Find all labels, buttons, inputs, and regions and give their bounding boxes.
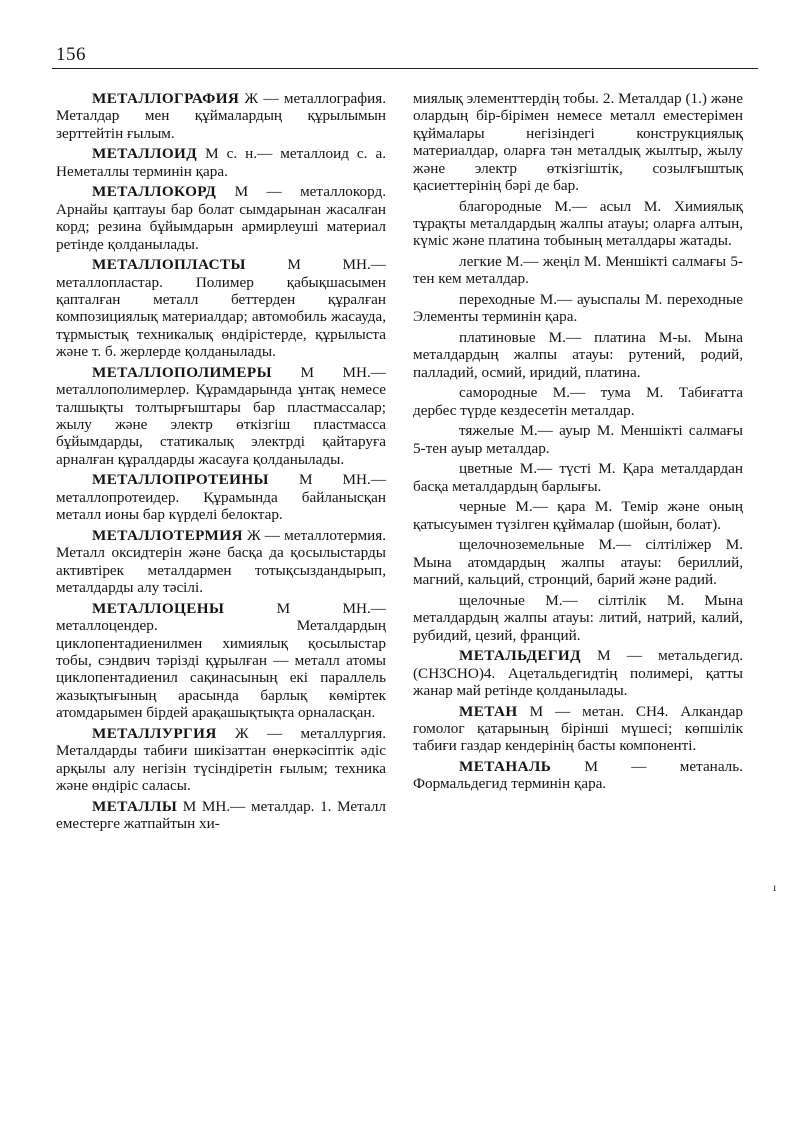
dictionary-entry [56,798,386,833]
sub-entry [413,291,743,326]
entry-definition: М — метаналь. Формальдегид терминін қара. [413,758,743,793]
entry-definition: М с. н.— металлоид с. а. Неметаллы терминін қара. [56,145,386,180]
entry-definition: щелочные М.— сілтілік М. Мына металдардың жалпы атауы: литий, натрий, калий, рубидий, цезий, франций. [413,591,743,644]
dictionary-entry [413,647,743,699]
entry-definition: М МН.— металлопластар. Полимер қабықшасымен қапталған металл беттерден құралған композициялық материалдар; автомобиль жасауда, тұрмыстық техникалық өндірістерде, құрылыста және т. б. жерлерде қолданылады. [56,256,386,361]
entry-headword: МЕТАЛЛОКОРД [92,183,217,201]
entry-definition: М — метальдегид. (CH3CHO)4. Ацетальдегидтің полимері, қатты жанар май ретінде қолданылады. [413,647,743,700]
entry-definition: Ж — металлография. Металдар мен құймалардың құрылымын зерттейтін ғылым. [56,90,386,142]
entry-continuation [413,90,743,194]
entry-definition: М МН.— металлоцендер. Металдардың циклопентадиенилмен химиялық қосылыстар тобы, сэндвич тәрізді құрылған — металл атомы циклопентадиенил сақинасының екі параллель жазықтығының арасында барлық көміртек атомдарымен бірдей арақашықтықта орналасқан. [56,599,386,722]
header-rule [52,68,758,69]
dictionary-entry [413,758,743,793]
entry-headword: МЕТАЛЬДЕГИД [459,647,581,665]
entry-definition: легкие М.— жеңіл М. Меншікті салмағы 5-тен кем металдар. [413,253,743,288]
dictionary-entry [413,703,743,755]
entry-headword: МЕТАЛЛЫ [92,797,178,815]
sub-entry [413,422,743,457]
entry-definition: М — металлокорд. Арнайы қаптауы бар болат сымдарынан жасалған корд; резина бұйымдарын армирлеуші материал ретінде қолданылады. [56,183,386,253]
dictionary-entry [56,183,386,253]
sub-entry [413,384,743,419]
entry-definition: щелочноземельные М.— сілтіліжер М. Мына атомдардың жалпы атауы: бериллий, магний, кальций, стронций, барий және радий. [413,536,743,589]
entry-definition: М МН.— металлопротеидер. Құрамында байланысқан металл ионы бар күрделі белоктар. [56,471,386,524]
entry-headword: МЕТАЛЛОПОЛИМЕРЫ [92,363,272,381]
entry-headword: МЕТАЛЛУРГИЯ [92,724,217,742]
sub-entry [413,460,743,495]
entry-definition: М МН.— металлополимерлер. Құрамдарында ұнтақ немесе талшықты толтырғыштары бар пластмассалар; жылу және электр өткізгіш пластмасса бұйымдарды, статикалық электрді қайтаруға арналған құралдарды жасауға қолданылады. [56,363,386,468]
dictionary-entry [56,527,386,597]
sub-entry [413,329,743,381]
entry-definition: Ж — металлургия. Металдарды табиғи шикізаттан өнеркәсіптік әдіс арқылы алу негізін түсіндіретін ғылым; техника және өндіріс саласы. [56,724,386,794]
dictionary-entry [56,90,386,142]
entry-headword: МЕТАЛЛОПРОТЕИНЫ [92,471,269,489]
right-column [413,90,743,796]
entry-definition: М МН.— металдар. 1. Металл еместерге жатпайтын хи- [56,797,386,832]
dictionary-entry [56,145,386,180]
sub-entry [413,498,743,533]
entry-definition: М — метан. CH4. Алкандар гомолог қатарының бірінші мүшесі; көпшілік табиғи газдар кендерінің басты компоненті. [413,702,743,755]
margin-mark: ı [773,880,777,894]
entry-definition: цветные М.— түсті М. Қара металдардан басқа металдардың барлығы. [413,460,743,495]
page-number: 156 [56,44,86,65]
dictionary-entry [56,725,386,795]
entry-definition: самородные М.— тума М. Табиғатта дербес түрде кездесетін металдар. [413,384,743,419]
entry-definition: благородные М.— асыл М. Химиялық тұрақты металдардың жалпы атауы; оларға алтын, күміс және платина тобының металдары жатады. [413,197,743,250]
dictionary-entry [56,471,386,523]
entry-definition: платиновые М.— платина М-ы. Мына металдардың жалпы атауы: рутений, родий, палладий, осмий, иридий, платина. [413,329,743,381]
sub-entry [413,253,743,288]
entry-headword: МЕТАН [459,702,518,720]
dictionary-entry [56,364,386,468]
entry-headword: МЕТАЛЛОЦЕНЫ [92,599,225,617]
sub-entry [413,536,743,588]
entry-definition: миялық элементтердің тобы. 2. Металдар (1.) және олардың бір-бірімен немесе металл еместерімен құймалары негізіндегі конструкциялық материалдар, оларға тән металдық жылтыр, жылу және электр өткізгіштік, созылғыштық қасиеттерінің бәрі де бар. [413,90,743,195]
dictionary-entry [56,256,386,360]
entry-definition: тяжелые М.— ауыр М. Меншікті салмағы 5-тен ауыр металдар. [413,422,743,457]
entry-headword: МЕТАЛЛОИД [92,145,198,163]
entry-headword: МЕТАЛЛОТЕРМИЯ [92,526,243,544]
dictionary-entry [56,600,386,722]
sub-entry [413,198,743,250]
sub-entry [413,592,743,644]
entry-definition: Ж — металлотермия. Металл оксидтерін және басқа да қосылыстарды активтірек металдармен тотықсыздандырып, металдарды алу тәсілі. [56,526,386,597]
entry-definition: черные М.— қара М. Темір және оның қатысуымен түзілген құймалар (шойын, болат). [413,498,743,533]
entry-headword: МЕТАЛЛОГРАФИЯ [92,90,240,107]
entry-definition: переходные М.— ауыспалы М. переходные Элементы терминін қара. [413,291,743,326]
entry-headword: МЕТАЛЛОПЛАСТЫ [92,256,246,274]
entry-headword: МЕТАНАЛЬ [459,758,552,776]
left-column [56,90,386,836]
